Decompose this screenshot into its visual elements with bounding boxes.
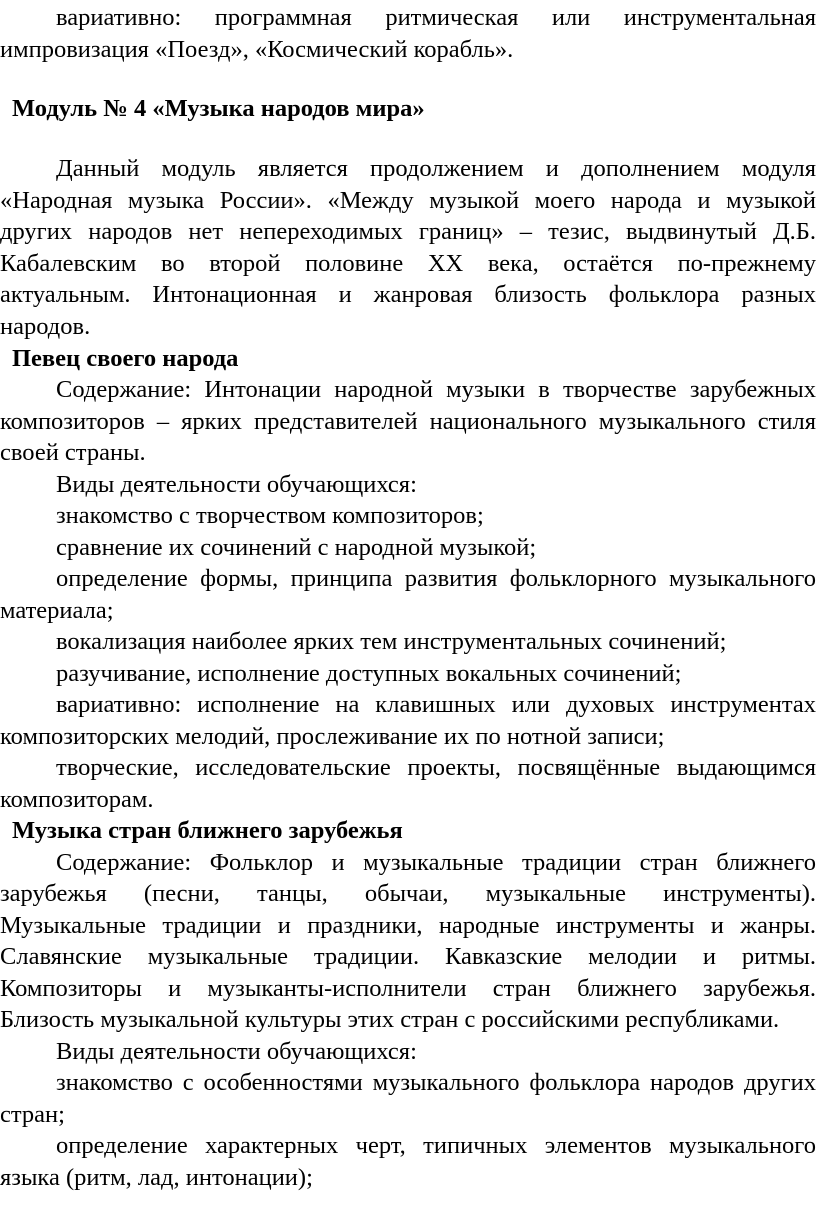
- text-line: своей страны.: [0, 439, 146, 466]
- text-line: Данный модуль является продолжением и дополнением модуля: [56, 155, 816, 182]
- text-line: Содержание: Фольклор и музыкальные традиции стран ближнего: [56, 849, 816, 876]
- text-line: сравнение их сочинений с народной музыкой;: [56, 534, 537, 561]
- text-line: Виды деятельности обучающихся:: [56, 1038, 417, 1065]
- text-line: стран;: [0, 1101, 65, 1128]
- text-line: Композиторы и музыканты-исполнители стран ближнего зарубежья.: [0, 975, 816, 1002]
- module-heading: Модуль № 4 «Музыка народов мира»: [12, 95, 425, 122]
- text-line: вокализация наиболее ярких тем инструментальных сочинений;: [56, 628, 727, 655]
- text-line: творческие, исследовательские проекты, посвящённые выдающимся: [56, 754, 816, 781]
- text-line: определение формы, принципа развития фольклорного музыкального: [56, 565, 816, 592]
- text-line: композиторских мелодий, прослеживание их по нотной записи;: [0, 723, 665, 750]
- text-line: материала;: [0, 597, 114, 624]
- text-line: композиторам.: [0, 786, 154, 813]
- text-line: Содержание: Интонации народной музыки в творчестве зарубежных: [56, 376, 816, 403]
- text-line: композиторов – ярких представителей национального музыкального стиля: [0, 408, 816, 435]
- text-line: вариативно: программная ритмическая или инструментальная: [56, 4, 816, 31]
- text-line: других народов нет непереходимых границ» – тезис, выдвинутый Д.Б.: [0, 218, 816, 245]
- text-line: определение характерных черт, типичных элементов музыкального: [56, 1132, 816, 1159]
- section-heading: Музыка стран ближнего зарубежья: [12, 817, 403, 844]
- text-line: зарубежья (песни, танцы, обычаи, музыкальные инструменты).: [0, 880, 816, 907]
- text-line: актуальным. Интонационная и жанровая близость фольклора разных: [0, 281, 816, 308]
- text-line: Виды деятельности обучающихся:: [56, 471, 417, 498]
- text-line: народов.: [0, 313, 91, 340]
- text-line: Музыкальные традиции и праздники, народные инструменты и жанры.: [0, 912, 816, 939]
- text-line: импровизация «Поезд», «Космический корабль».: [0, 36, 514, 63]
- text-line: вариативно: исполнение на клавишных или духовых инструментах: [56, 691, 816, 718]
- text-line: разучивание, исполнение доступных вокальных сочинений;: [56, 660, 682, 687]
- text-line: знакомство с творчеством композиторов;: [56, 502, 484, 529]
- text-line: языка (ритм, лад, интонации);: [0, 1164, 313, 1191]
- text-line: Кабалевским во второй половине XX века, остаётся по-прежнему: [0, 250, 816, 277]
- section-heading: Певец своего народа: [12, 345, 239, 372]
- text-line: Славянские музыкальные традиции. Кавказские мелодии и ритмы.: [0, 943, 816, 970]
- text-line: Близость музыкальной культуры этих стран с российскими республиками.: [0, 1006, 780, 1033]
- text-line: «Народная музыка России». «Между музыкой моего народа и музыкой: [0, 187, 816, 214]
- text-line: знакомство с особенностями музыкального фольклора народов других: [56, 1069, 816, 1096]
